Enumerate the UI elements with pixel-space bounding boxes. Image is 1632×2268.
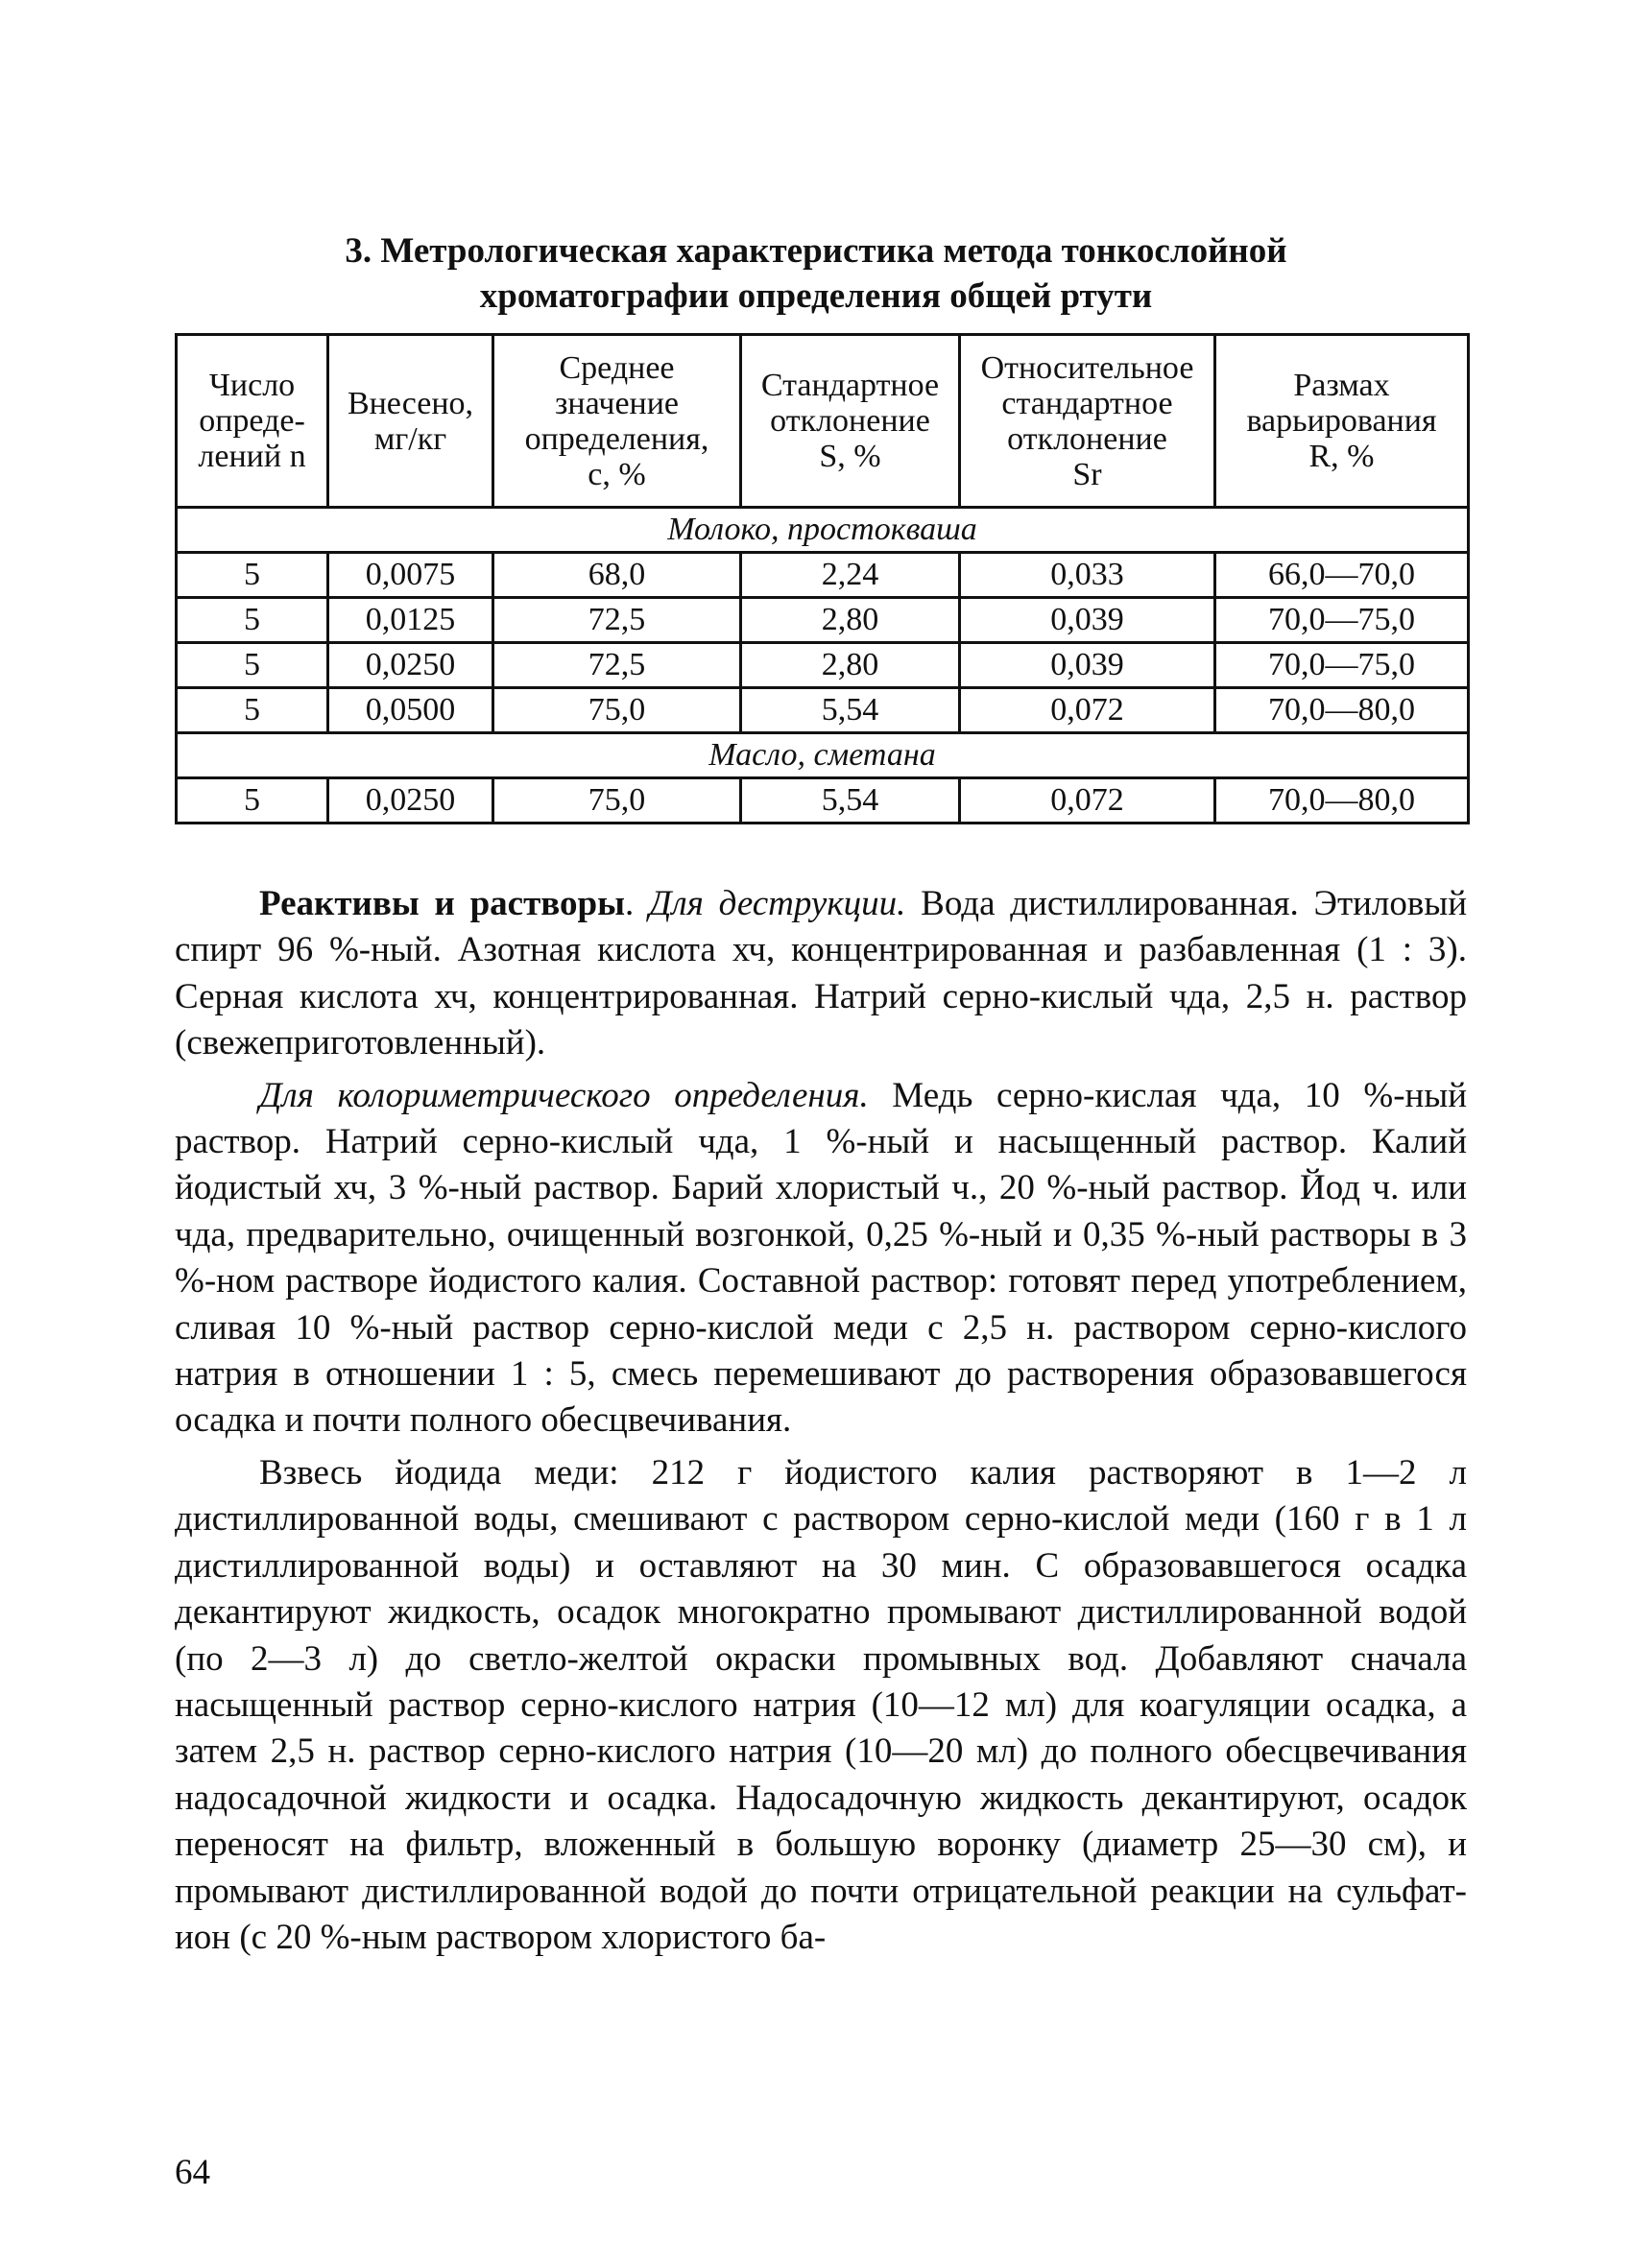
caption-line-2: хроматографии определения общей ртути <box>479 276 1153 316</box>
body-text <box>175 881 1467 1961</box>
cell-range: 66,0—70,0 <box>1215 553 1469 598</box>
caption-line-1: 3. Метрологическая характеристика метода тонкослойной <box>345 231 1287 271</box>
section-title: Молоко, простокваша <box>177 508 1469 553</box>
cell-std: 2,24 <box>741 553 960 598</box>
cell-added: 0,0250 <box>328 778 493 824</box>
cell-added: 0,0125 <box>328 598 493 643</box>
table-row <box>177 598 1469 643</box>
cell-std: 5,54 <box>741 688 960 733</box>
cell-range: 70,0—80,0 <box>1215 778 1469 824</box>
metrology-table <box>175 333 1470 824</box>
header-range: Размах варьирования R, % <box>1215 335 1469 508</box>
cell-range: 70,0—75,0 <box>1215 598 1469 643</box>
table-row <box>177 643 1469 688</box>
section-title: Масло, сметана <box>177 733 1469 778</box>
cell-n: 5 <box>177 778 328 824</box>
header-added: Внесено, мг/кг <box>328 335 493 508</box>
cell-rel-std: 0,072 <box>960 778 1215 824</box>
header-relative-std-deviation: Относительное стандартное отклонение Sr <box>960 335 1215 508</box>
section-row-milk <box>177 508 1469 553</box>
cell-n: 5 <box>177 688 328 733</box>
paragraph-reagents: Реактивы и растворы. Для деструкции. Вода дистиллированная. Этиловый спирт 96 %-ный. Азотная кислота хч, концентрированная и разбавленная (1 : 3). Серная кислота хч, концентрированная. Натрий серно-кислый чда, 2,5 н. раствор (свежеприготовленный). <box>175 884 1468 1063</box>
header-count-n: Число опреде- лений n <box>177 335 328 508</box>
header-mean-value: Среднее значение определения, c, % <box>493 335 741 508</box>
table-row <box>177 688 1469 733</box>
cell-added: 0,0500 <box>328 688 493 733</box>
header-std-deviation: Стандартное отклонение S, % <box>741 335 960 508</box>
cell-range: 70,0—75,0 <box>1215 643 1469 688</box>
cell-std: 5,54 <box>741 778 960 824</box>
cell-mean: 75,0 <box>493 688 741 733</box>
cell-mean: 72,5 <box>493 643 741 688</box>
cell-mean: 68,0 <box>493 553 741 598</box>
paragraph-copper-iodide: Взвесь йодида меди: 212 г йодистого калия растворяют в 1—2 л дистиллированной воды, смешивают с раствором серно-кислой меди (160 г в 1 л дистиллированной воды) и оставляют на 30 мин. С образовавшегося осадка декантируют жидкость, осадок многократно промывают дистиллированной водой (по 2—3 л) до светло-желтой окраски промывных вод. Добавляют сначала насыщенный раствор серно-кислого натрия (10—12 мл) для коагуляции осадка, а затем 2,5 н. раствор серно-кислого натрия (10—20 мл) до полного обесцвечивания надосадочной жидкости и осадка. Надосадочную жидкость декантируют, осадок переносят на фильтр, вложенный в большую воронку (диаметр 25—30 см), и промывают дистиллированной водой до почти отрицательной реакции на сульфат-ион (с 20 %-ным раствором хлористого ба- <box>175 1452 1467 1957</box>
subheading-colorimetric: Для колориметрического определения. <box>259 1075 869 1115</box>
subheading-destruction: Для деструкции. <box>649 884 906 923</box>
cell-rel-std: 0,039 <box>960 598 1215 643</box>
table-row <box>177 778 1469 824</box>
cell-rel-std: 0,039 <box>960 643 1215 688</box>
cell-range: 70,0—80,0 <box>1215 688 1469 733</box>
cell-n: 5 <box>177 553 328 598</box>
section-row-butter <box>177 733 1469 778</box>
cell-n: 5 <box>177 643 328 688</box>
cell-rel-std: 0,033 <box>960 553 1215 598</box>
paragraph-colorimetric: Для колориметрического определения. Медь серно-кислая чда, 10 %-ный раствор. Натрий серно-кислый чда, 1 %-ный и насыщенный раствор. Калий йодистый хч, 3 %-ный раствор. Барий хлористый ч., 20 %-ный раствор. Йод ч. или чда, предварительно, очищенный возгонкой, 0,25 %-ный и 0,35 %-ный растворы в 3 %-ном растворе йодистого калия. Составной раствор: готовят перед употреблением, сливая 10 %-ный раствор серно-кислой меди с 2,5 н. раствором серно-кислого натрия в отношении 1 : 5, смесь перемешивают до растворения образовавшегося осадка и почти полного обесцвечивания. <box>175 1075 1467 1441</box>
table-caption <box>173 228 1459 319</box>
cell-std: 2,80 <box>741 643 960 688</box>
cell-n: 5 <box>177 598 328 643</box>
cell-mean: 75,0 <box>493 778 741 824</box>
page-number: 64 <box>175 2153 210 2192</box>
table-row <box>177 553 1469 598</box>
cell-added: 0,0250 <box>328 643 493 688</box>
reagents-heading: Реактивы и растворы <box>259 884 625 923</box>
table-header-row <box>177 335 1469 508</box>
cell-added: 0,0075 <box>328 553 493 598</box>
cell-std: 2,80 <box>741 598 960 643</box>
cell-mean: 72,5 <box>493 598 741 643</box>
cell-rel-std: 0,072 <box>960 688 1215 733</box>
